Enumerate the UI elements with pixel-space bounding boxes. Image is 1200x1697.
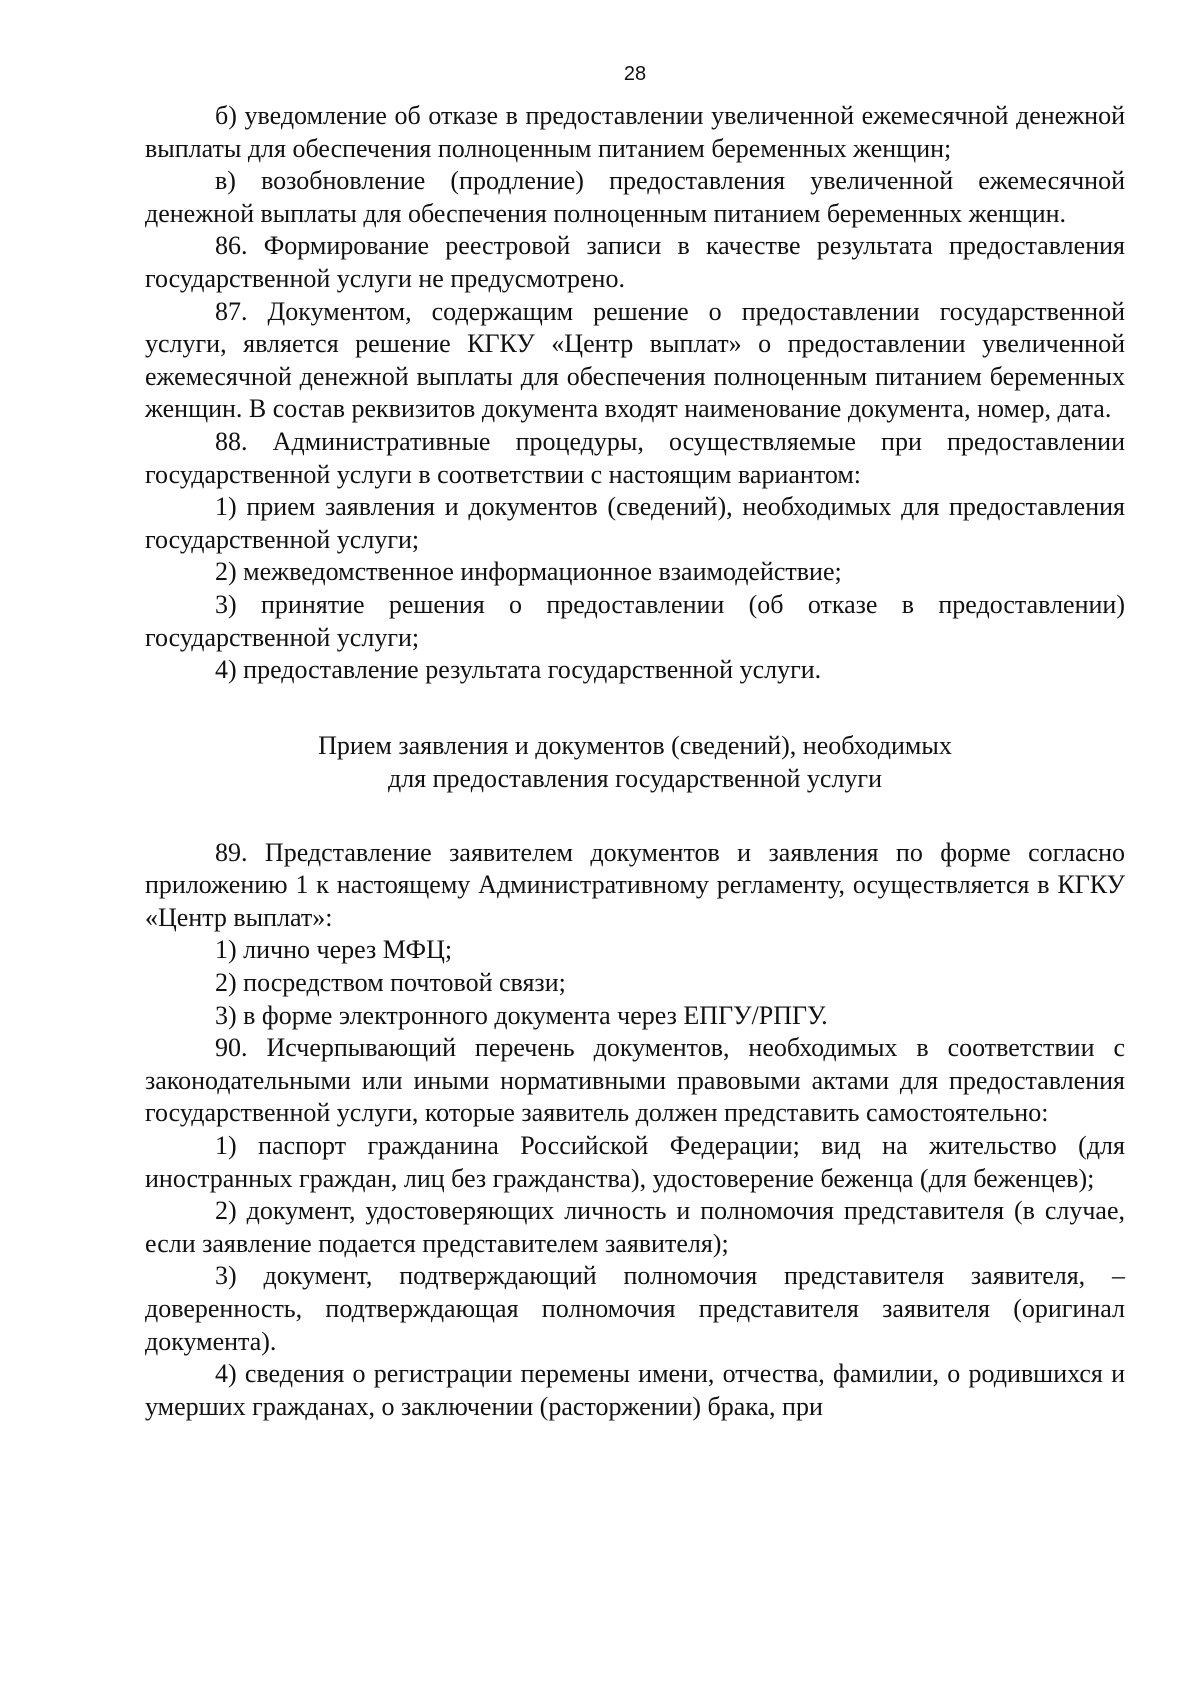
paragraph-87: 87. Документом, содержащим решение о предоставлении государственной услуги, является решение КГКУ «Центр выплат» о предоставлении увеличенной ежемесячной денежной выплаты для обеспечения полноценным питанием беременных женщин. В состав реквизитов документа входят наименование документа, номер, дата. — [145, 296, 1125, 424]
list-item-88-1: 1) прием заявления и документов (сведений), необходимых для предоставления государственной услуги; — [145, 492, 1125, 554]
list-item-89-3: 3) в форме электронного документа через ЕПГУ/РПГУ. — [215, 1000, 828, 1030]
list-item-90-3: 3) документ, подтверждающий полномочия представителя заявителя, – доверенность, подтверждающая полномочия представителя заявителя (оригинал документа). — [145, 1261, 1125, 1356]
section-heading-line-1: Прием заявления и документов (сведений), необходимых — [318, 730, 952, 760]
page-number: 28 — [623, 63, 647, 85]
bottom-section — [145, 837, 1125, 1424]
top-section — [145, 100, 1125, 687]
paragraph-90: 90. Исчерпывающий перечень документов, необходимых в соответствии с законодательными или иными нормативными правовыми актами для предоставления государственной услуги, которые заявитель должен представить самостоятельно: — [145, 1033, 1125, 1128]
paragraph-86: 86. Формирование реестровой записи в качестве результата предоставления государственной услуги не предусмотрено. — [145, 231, 1125, 293]
paragraph-89: 89. Представление заявителем документов и заявления по форме согласно приложению 1 к настоящему Административному регламенту, осуществляется в КГКУ «Центр выплат»: — [145, 837, 1125, 932]
list-item-89-1: 1) лично через МФЦ; — [215, 935, 453, 965]
list-item-88-2: 2) межведомственное информационное взаимодействие; — [215, 557, 842, 587]
section-heading — [145, 729, 1125, 795]
paragraph-88: 88. Административные процедуры, осуществляемые при предоставлении государственной услуги в соответствии с настоящим вариантом: — [145, 426, 1125, 489]
list-item-90-2: 2) документ, удостоверяющих личность и полномочия представителя (в случае, если заявление подается представителем заявителя); — [145, 1196, 1125, 1258]
list-item-88-3: 3) принятие решения о предоставлении (об отказе в предоставлении) государственной услуги; — [145, 589, 1125, 652]
paragraph-v-renewal: в) возобновление (продление) предоставления увеличенной ежемесячной денежной выплаты для обеспечения полноценным питанием беременных женщин. — [145, 166, 1125, 228]
section-heading-line-2: для предоставления государственной услуги — [387, 763, 883, 793]
paragraph-b-refusal-notice: б) уведомление об отказе в предоставлении увеличенной ежемесячной денежной выплаты для обеспечения полноценным питанием беременных женщин; — [145, 101, 1125, 163]
list-item-89-2: 2) посредством почтовой связи; — [215, 968, 566, 998]
document-page — [145, 60, 1125, 1423]
list-item-90-1: 1) паспорт гражданина Российской Федерации; вид на жительство (для иностранных граждан, лиц без гражданства), удостоверение беженца (для беженцев); — [145, 1131, 1125, 1193]
list-item-90-4: 4) сведения о регистрации перемены имени, отчества, фамилии, о родившихся и умерших гражданах, о заключении (расторжении) брака, при — [145, 1359, 1125, 1421]
list-item-88-4: 4) предоставление результата государственной услуги. — [215, 655, 822, 685]
